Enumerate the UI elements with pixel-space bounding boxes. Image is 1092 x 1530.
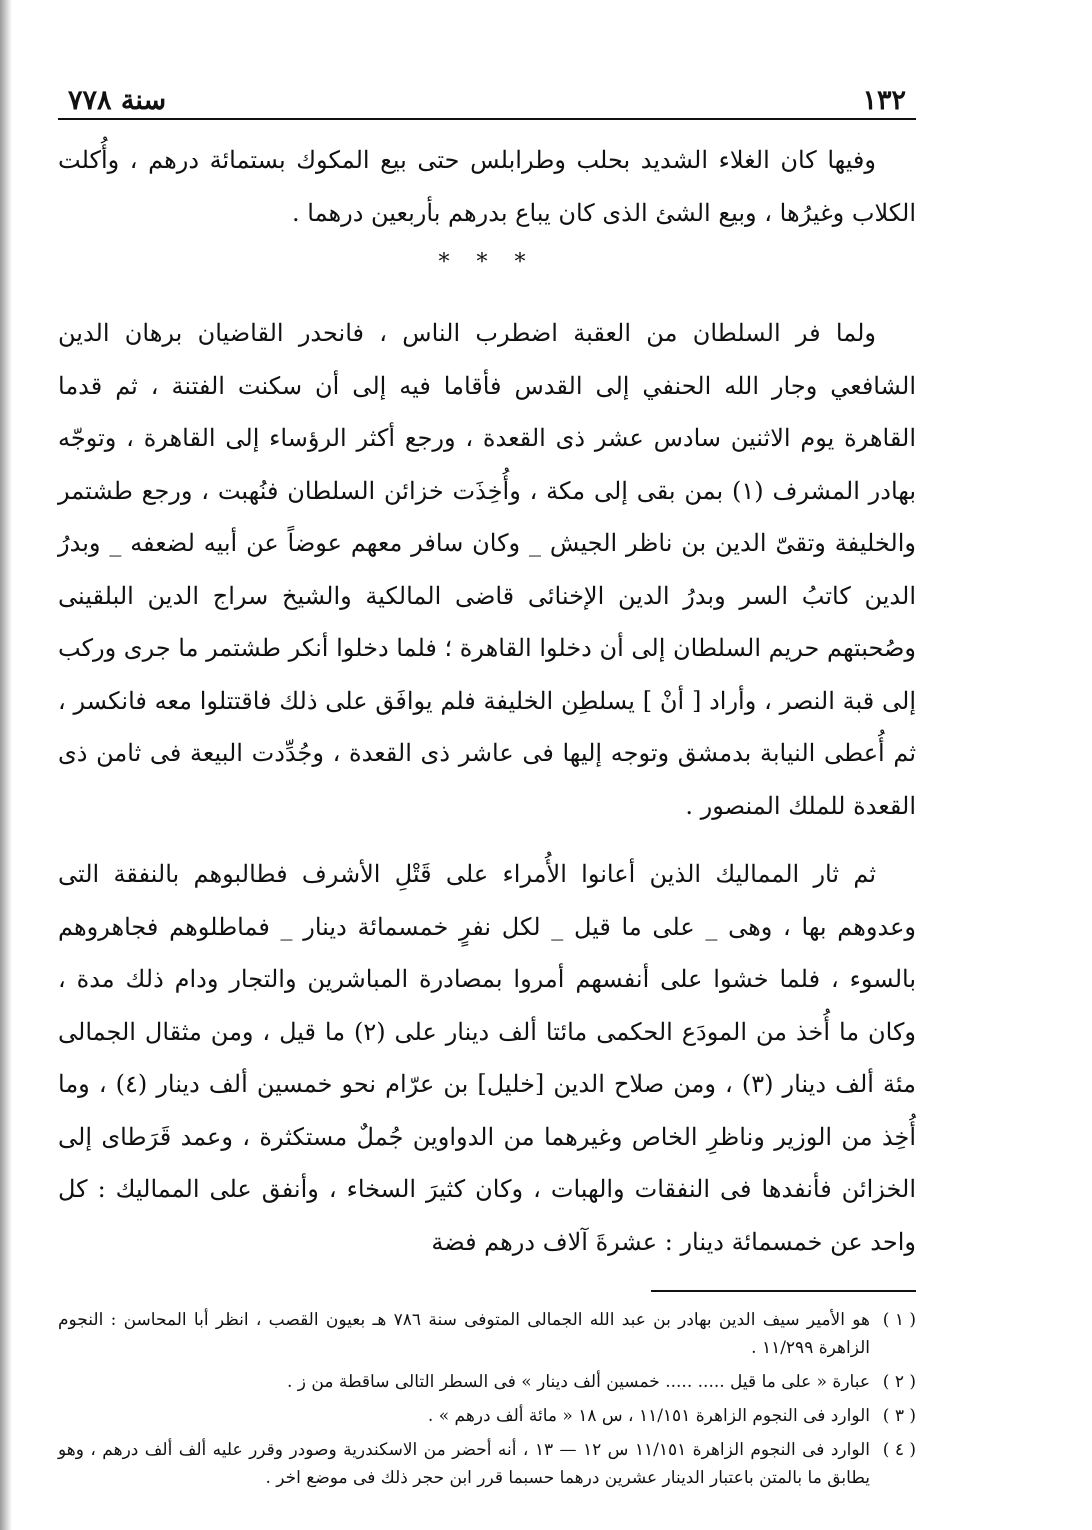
header-rule xyxy=(58,118,916,120)
footnote-number: ( ٢ ) xyxy=(882,1372,916,1392)
page-gutter-shadow xyxy=(0,0,12,1530)
footnote-4 xyxy=(58,1436,916,1492)
paragraph-2: ولما فر السلطان من العقبة اضطرب الناس ، فانحدر القاضيان برهان الدين الشافعي وجار الله الحنفي إلى القدس فأقاما فيه إلى أن سكنت الفتنة ، ثم قدما القاهرة يوم الاثنين سادس عشر ذى القعدة ، ورجع أكثر الرؤساء إلى القاهرة ، وتوجّه بهادر المشرف (١) بمن بقى إلى مكة ، وأُخِذَت خزائن السلطان فنُهبت ، ورجع طشتمر والخليفة وتقىّ الدين بن ناظر الجيش _ وكان سافر معهم عوضاً عن أبيه لضعفه _ وبدرُ الدين كاتبُ السر وبدرُ الدين الإخنائى قاضى المالكية والشيخ سراج الدين البلقينى وصُحبتهم حريم السلطان إلى أن دخلوا القاهرة ؛ فلما دخلوا أنكر طشتمر ما جرى وركب إلى قبة النصر ، وأراد [ أنْ ] يسلطِن الخليفة فلم يوافَق على ذلك فاقتتلوا معه فانكسر ، ثم أُعطى النيابة بدمشق وتوجه إليها فى عاشر ذى القعدة ، وجُدِّدت البيعة فى ثامن ذى القعدة للملك المنصور . xyxy=(58,319,917,820)
footnote-number: ( ٤ ) xyxy=(882,1440,916,1460)
running-title: سنة ٧٧٨ xyxy=(68,85,167,116)
paragraph-3: ثم ثار المماليك الذين أعانوا الأُمراء على قَتْلِ الأشرف فطالبوهم بالنفقة التى وعدوهم بها ، وهى _ على ما قيل _ لكل نفرٍ خمسمائة دينار _ فماطلوهم فجاهروهم بالسوء ، فلما خشوا على أنفسهم أمروا بمصادرة المباشرين والتجار ودام ذلك مدة ، وكان ما أُخذ من المودَع الحكمى مائتا ألف دينار على (٢) ما قيل ، ومن مثقال الجمالى مئة ألف دينار (٣) ، ومن صلاح الدين [خليل] بن عرّام نحو خمسين ألف دينار (٤) ، وما أُخِذ من الوزير وناظرِ الخاص وغيرهما من الدواوين جُملٌ مستكثرة ، وعمد قَرَطاى إلى الخزائن فأنفدها فى النفقات والهبات ، وكان كثيرَ السخاء ، وأنفق على المماليك : كل واحد عن خمسمائة دينار : عشرةَ آلاف درهم فضة xyxy=(58,860,917,1256)
page-number: ١٣٢ xyxy=(862,85,906,116)
footnote-number: ( ٣ ) xyxy=(882,1406,916,1426)
running-header xyxy=(58,70,916,114)
section-separator: * * * xyxy=(438,250,536,275)
book-page xyxy=(58,70,916,1498)
footnote-text: هو الأمير سيف الدين بهادر بن عبد الله الجمالى المتوفى سنة ٧٨٦ هـ بعيون القصب ، انظر أبا المحاسن : النجوم الزاهرة ١١/٢٩٩ . xyxy=(58,1310,870,1358)
footnotes xyxy=(58,1306,916,1492)
footnote-1 xyxy=(58,1306,916,1362)
footnote-text: الوارد فى النجوم الزاهرة ١١/١٥١ س ١٢ — ١٣ ، أنه أحضر من الاسكندرية وصودر وقرر عليه ألف ألف درهم ، وهو يطابق ما بالمتن باعتبار الدينار عشرين درهما حسبما قرر ابن حجر ذلك فى موضع اخر . xyxy=(58,1440,871,1488)
footnote-rule xyxy=(651,1290,916,1292)
footnote-2 xyxy=(58,1368,916,1396)
paragraph-1: وفيها كان الغلاء الشديد بحلب وطرابلس حتى بيع المكوك بستمائة درهم ، وأُكلت الكلاب وغيرُها ، وبيع الشئ الذى كان يباع بدرهم بأربعين درهما . xyxy=(58,146,916,227)
footnote-text: الوارد فى النجوم الزاهرة ١١/١٥١ ، س ١٨ « مائة ألف درهم » . xyxy=(427,1406,870,1426)
footnote-3 xyxy=(58,1402,916,1430)
footnote-number: ( ١ ) xyxy=(882,1310,916,1330)
footnote-text: عبارة « على ما قيل ..... ..... خمسين ألف دينار » فى السطر التالى ساقطة من ز . xyxy=(286,1372,870,1392)
